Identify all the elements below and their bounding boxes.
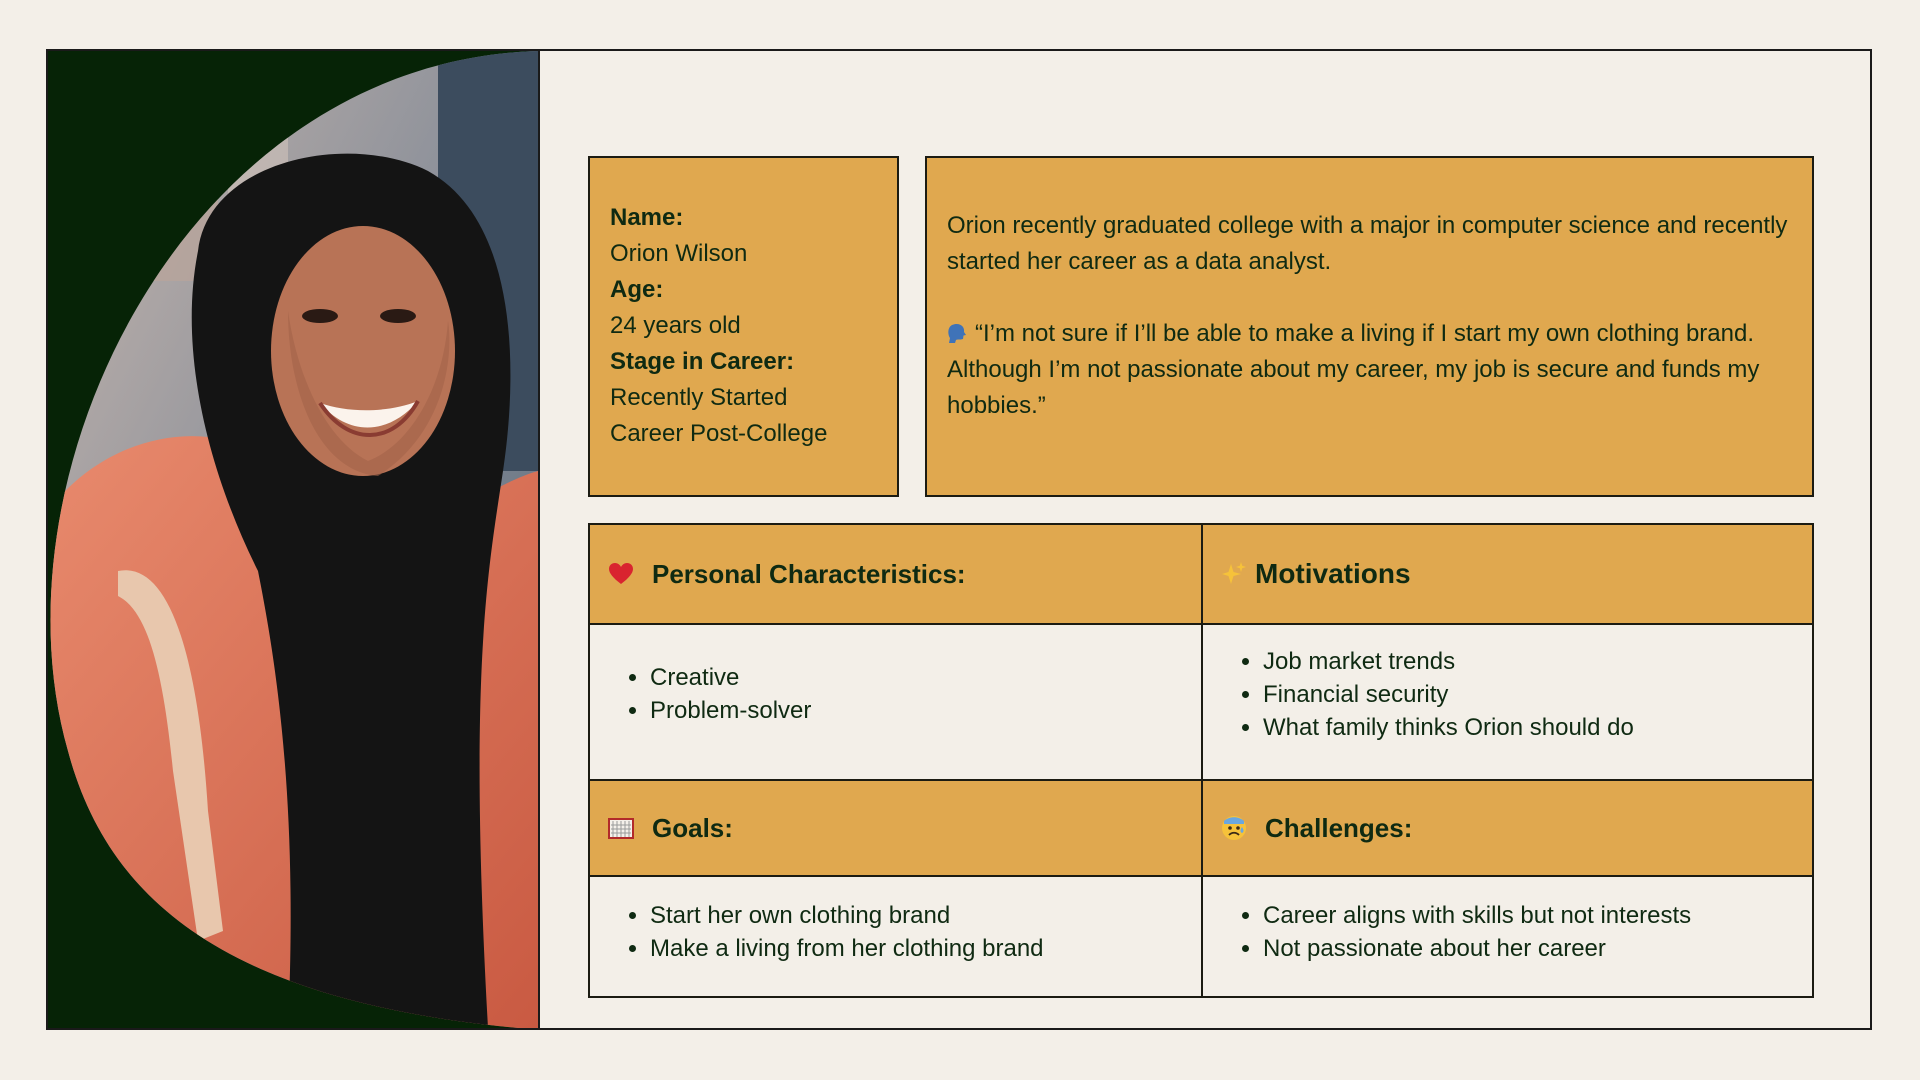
bio-quote-paragraph: [947, 316, 1792, 424]
sparkles-icon: [1221, 561, 1247, 587]
goals-title: Goals:: [652, 812, 733, 843]
goals-list: [590, 899, 1201, 965]
persona-grid: [588, 523, 1814, 998]
speaking-head-icon: [947, 322, 969, 344]
age-value: 24 years old: [610, 312, 741, 339]
column-divider: [1201, 525, 1203, 996]
bio-quote: “I’m not sure if I’ll be able to make a living if I start my own clothing brand. Although I’m not passionate about my career, my job is secure and funds my hobbies.”: [947, 320, 1760, 419]
list-item: • What family thinks Orion should do: [1263, 711, 1812, 744]
persona-info-card: [588, 156, 899, 497]
motivations-body: [1203, 625, 1812, 779]
list-item: • Career aligns with skills but not interests: [1263, 899, 1812, 932]
persona-photo: [48, 51, 538, 1028]
goals-header: [590, 781, 1201, 875]
personal-characteristics-body: [590, 625, 1201, 779]
list-item: • Financial security: [1263, 678, 1812, 711]
personal-characteristics-header: [590, 525, 1201, 623]
list-item: • Not passionate about her career: [1263, 932, 1812, 965]
stage-label: Stage in Career:: [610, 348, 795, 375]
photo-panel: [48, 51, 540, 1028]
challenges-list: [1203, 899, 1812, 965]
challenges-body: [1203, 877, 1812, 996]
name-label: Name:: [610, 204, 684, 231]
personal-characteristics-title: Personal Characteristics:: [652, 558, 966, 589]
list-item: • Make a living from her clothing brand: [650, 932, 1201, 965]
challenges-title: Challenges:: [1265, 812, 1413, 843]
bio-card: [925, 156, 1814, 497]
list-item: • Job market trends: [1263, 645, 1812, 678]
heart-icon: [608, 561, 634, 587]
list-item: • Start her own clothing brand: [650, 899, 1201, 932]
motivations-list: [1203, 645, 1812, 744]
persona-slide: [46, 49, 1872, 1030]
goal-net-icon: [608, 815, 634, 841]
anxious-face-icon: [1221, 815, 1247, 841]
list-item: • Creative: [650, 661, 1201, 694]
stage-value: Recently Started Career Post-College: [610, 384, 828, 447]
age-label: Age:: [610, 276, 664, 303]
goals-body: [590, 877, 1201, 996]
challenges-header: [1203, 781, 1812, 875]
bio-summary: Orion recently graduated college with a major in computer science and recently started her career as a data analyst.: [947, 212, 1788, 275]
motivations-title: Motivations: [1255, 558, 1411, 589]
motivations-header: [1203, 525, 1812, 623]
personal-characteristics-list: [590, 661, 1201, 727]
list-item: • Problem-solver: [650, 694, 1201, 727]
name-value: Orion Wilson: [610, 240, 748, 267]
